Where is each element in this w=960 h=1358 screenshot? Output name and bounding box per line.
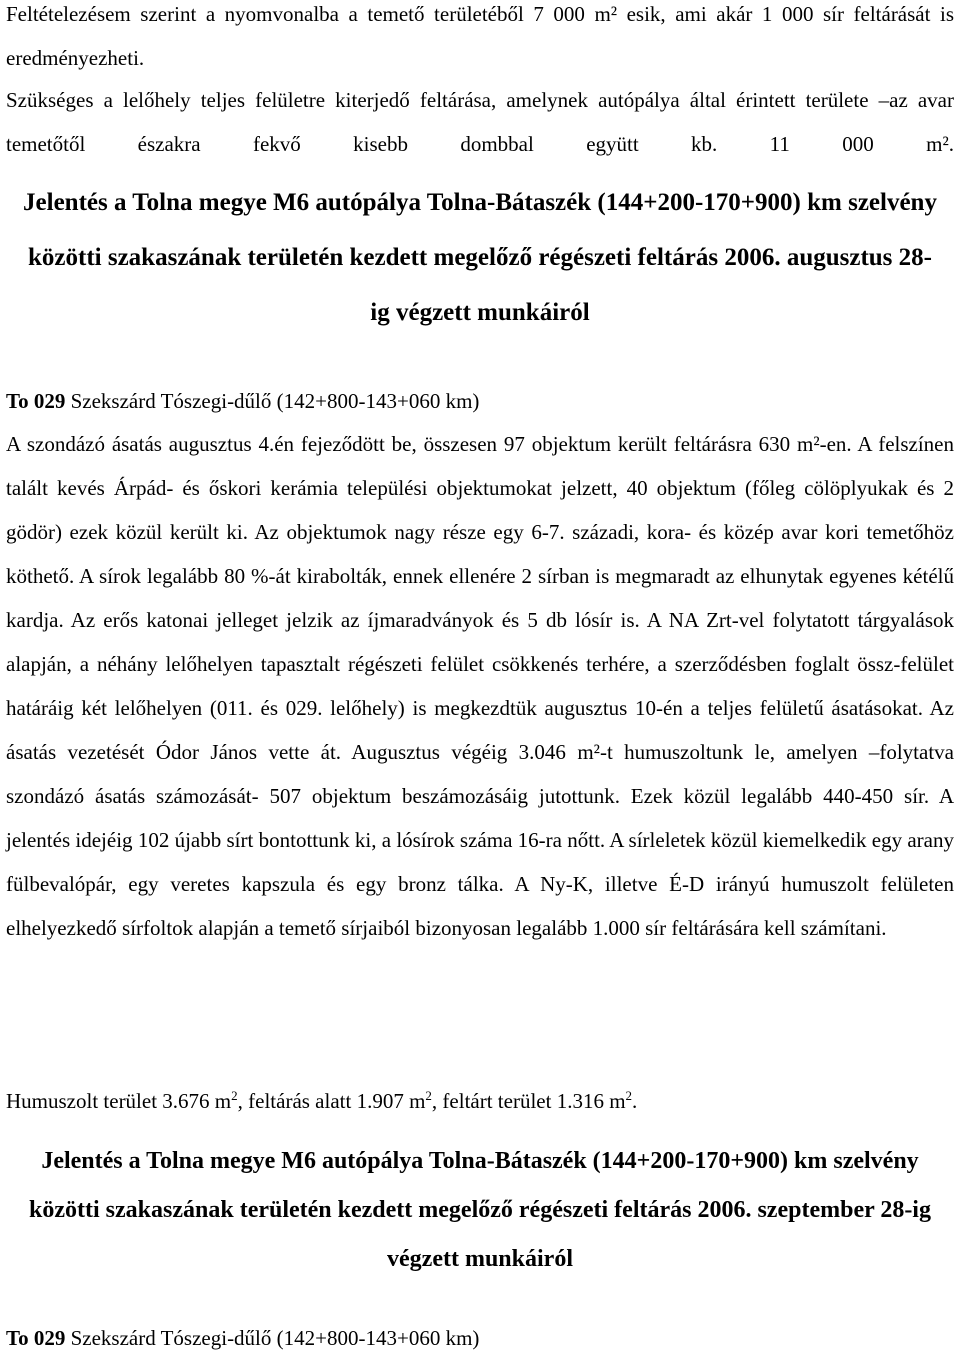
area-excavating: , feltárás alatt 1.907 m xyxy=(237,1089,426,1113)
area-humus-exponent: 2 xyxy=(231,1088,238,1103)
report-september-site xyxy=(6,1320,479,1356)
intro-paragraph-2: Szükséges a lelőhely teljes felületre kiterjedő feltárása, amelynek autópálya által érintett területe –az avar temetőtől északra fekvő kisebb dombbal együtt kb. 11 000 m². xyxy=(6,88,954,156)
area-excavating-exponent: 2 xyxy=(425,1088,432,1103)
site-code: To 029 xyxy=(6,389,66,413)
site-code: To 029 xyxy=(6,1326,66,1350)
intro-paragraph-1: Feltételezésem szerint a nyomvonalba a temető területéből 7 000 m² esik, ami akár 1 000 sír feltárását is eredményezheti. xyxy=(6,2,954,70)
report-august-body: A szondázó ásatás augusztus 4.én fejeződött be, összesen 97 objektum került feltárásra 630 m²-en. A felszínen talált kevés Árpád- és őskori kerámia települési objektumokat jelzett, 40 objektum (főleg cölöplyukak és 2 gödör) ezek közül került ki. Az objektumok nagy része egy 6-7. századi, kora- és közép avar kori temetőhöz köthető. A sírok legalább 80 %-át kirabolták, ennek ellenére 2 sírban is megmaradt az elhunytak egyenes kétélű kardja. Az erős katonai jelleget jelzik az íjmaradványok és 5 db lósír is. A NA Zrt-vel folytatott tárgyalások alapján, a néhány lelőhelyen tapasztalt régészeti felület csökkenés terhére, a szerződésben foglalt össz-felület határáig két lelőhelyen (011. és 029. lelőhely) is megkezdtük augusztus 10-én a teljes felületű ásatásokat. Az ásatás vezetését Ódor János vette át. Augusztus végéig 3.046 m²-t humuszoltunk le, amelyen –folytatva szondázó ásatás számozását- 507 objektum beszámozásáig jutottunk. Ezek közül legalább 440-450 sír. A jelentés idejéig 102 újabb sírt bontottunk ki, a lósírok száma 16-ra nőtt. A sírleletek közül kiemelkedik egy arany fülbevalópár, egy veretes kapszula és egy bronz tálka. A Ny-K, illetve É-D irányú humuszolt felületen elhelyezkedő sírfoltok alapján a temető sírjaiból bizonyosan legalább 1.000 sír feltárására kell számítani. xyxy=(6,432,954,940)
area-summary-end: . xyxy=(632,1089,638,1113)
site-name: Szekszárd Tószegi-dűlő (142+800-143+060 km) xyxy=(70,389,480,413)
report-august-site xyxy=(6,383,479,419)
area-excavated-exponent: 2 xyxy=(625,1088,633,1103)
site-name: Szekszárd Tószegi-dűlő (142+800-143+060 km) xyxy=(70,1326,480,1350)
area-humus: Humuszolt terület 3.676 m xyxy=(6,1089,232,1113)
area-excavated: , feltárt terület 1.316 m xyxy=(431,1089,626,1113)
area-summary xyxy=(6,1083,637,1119)
report-august-heading: Jelentés a Tolna megye M6 autópálya Tolna-Bátaszék (144+200-170+900) km szelvény közötti szakaszának területén kezdett megelőző régészeti feltárás 2006. augusztus 28-ig végzett munkáiról xyxy=(23,189,937,326)
report-september-heading: Jelentés a Tolna megye M6 autópálya Tolna-Bátaszék (144+200-170+900) km szelvény közötti szakaszának területén kezdett megelőző régészeti feltárás 2006. szeptember 28-ig végzett munkáiról xyxy=(29,1148,931,1272)
